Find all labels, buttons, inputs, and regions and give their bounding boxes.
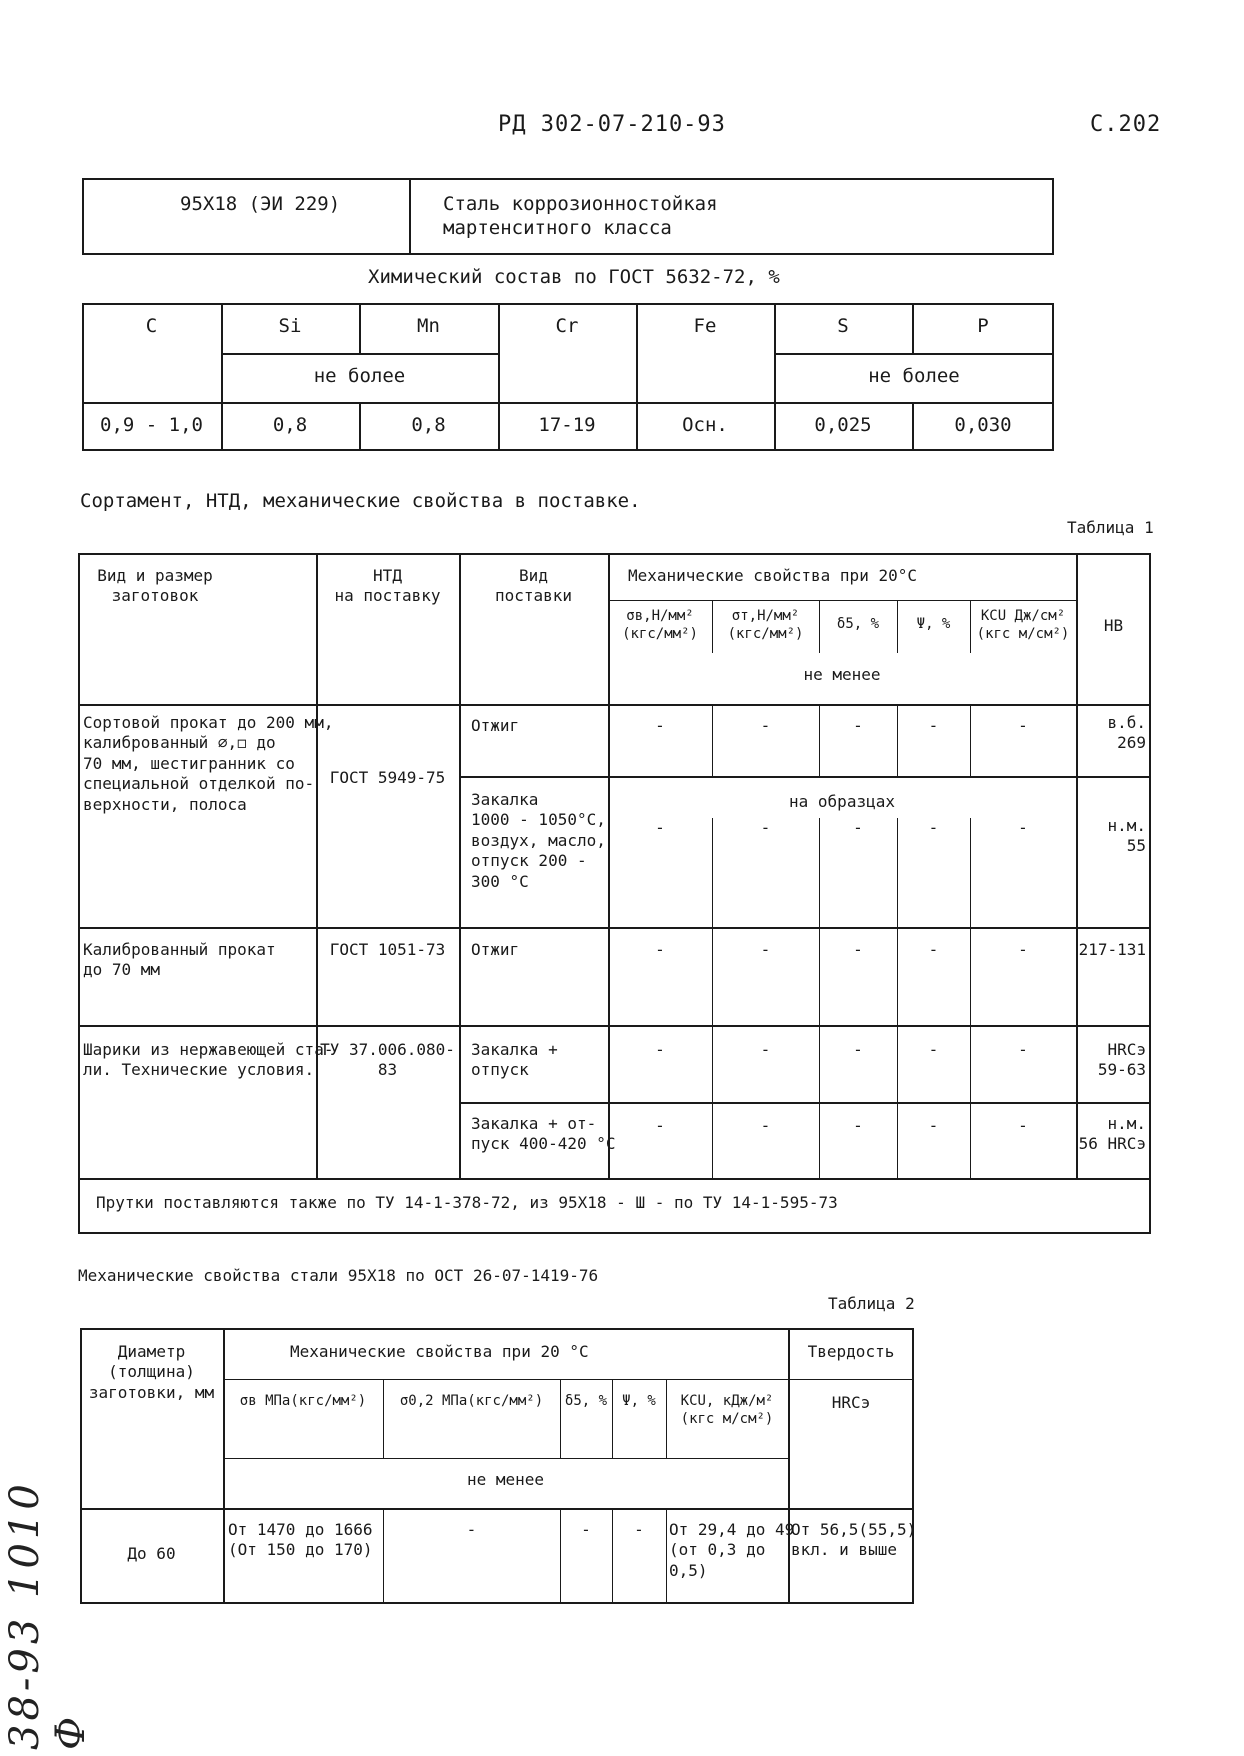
t2-row-diam: До 60 <box>127 1544 176 1563</box>
element-fe: Fe <box>693 315 717 337</box>
t2-min-note: не менее <box>466 1470 545 1489</box>
element-s: S <box>837 315 849 337</box>
t2-header-delta: δ5, % <box>564 1393 608 1409</box>
t1-row1-kcu: - <box>1018 716 1028 735</box>
t1-row1b-sigma-b: - <box>655 818 665 837</box>
t1-row2-sigma-b: - <box>655 940 665 959</box>
t1-samples-note: на образцах <box>789 792 895 811</box>
t1-row1-psi: - <box>928 716 939 735</box>
t1-row2-kcu: - <box>1018 940 1028 959</box>
t2-header-hardness: Твердость <box>807 1342 895 1361</box>
t1-header-size: Вид и размер заготовок <box>97 566 213 606</box>
t1-row1-delta: - <box>853 716 863 735</box>
limit-note-left: не более <box>313 365 406 387</box>
t1-row3b-sigma-b: - <box>655 1116 665 1135</box>
t1-row3-kcu: - <box>1018 1040 1028 1059</box>
t1-row1-size: Сортовой прокат до 200 мм, калиброванный ⌀,◻ до 70 мм, шестигранник со специальной отделкой по- верхности, полоса <box>83 713 334 814</box>
t1-row3b-kcu: - <box>1018 1116 1028 1135</box>
t1-row2-sigma-t: - <box>760 940 771 959</box>
t1-row2-psi: - <box>928 940 939 959</box>
t2-row-sigma-02: - <box>466 1520 477 1539</box>
t1-row3b-hb: н.м. 56 HRCэ <box>1078 1114 1146 1154</box>
t1-row1-sigma-t: - <box>760 716 771 735</box>
value-p: 0,030 <box>954 414 1012 436</box>
t1-footnote: Прутки поставляются также по ТУ 14-1-378-72, из 95Х18 - Ш - по ТУ 14-1-595-73 <box>96 1193 838 1212</box>
t1-row1b-sigma-t: - <box>760 818 771 837</box>
handwritten-margin-stamp: 38-93 1010 Ф <box>2 1480 94 1750</box>
composition-title: Химический состав по ГОСТ 5632-72, % <box>368 266 780 288</box>
t1-row1b-hb: н.м. 55 <box>1107 816 1146 856</box>
t2-row-psi: - <box>634 1520 644 1539</box>
t1-header-ntd: НТД на поставку <box>334 566 441 606</box>
t2-header-hrc: HRCэ <box>831 1393 871 1412</box>
t1-row1-hb: в.б. 269 <box>1107 713 1146 753</box>
t1-row3-hb: HRCэ 59-63 <box>1097 1040 1146 1080</box>
t2-row-kcu: От 29,4 до 49 (от 0,3 до 0,5) <box>669 1520 795 1580</box>
t2-row-sigma-b: От 1470 до 1666 (От 150 до 170) <box>228 1520 373 1560</box>
element-mn: Mn <box>417 315 440 337</box>
t1-row1-delivery-quench: Закалка 1000 - 1050°С, воздух, масло, отпуск 200 - 300 °С <box>471 790 606 891</box>
value-s: 0,025 <box>814 414 872 436</box>
t2-header-kcu: KCU, кДж/м² (кгс м/см²) <box>680 1393 774 1427</box>
t2-row-hrc: От 56,5(55,5) вкл. и выше <box>791 1520 917 1560</box>
t1-row1-ntd: ГОСТ 5949-75 <box>329 768 446 787</box>
t1-header-hb: НВ <box>1103 616 1124 635</box>
t2-header-diam: Диаметр (толщина) заготовки, мм <box>88 1342 215 1402</box>
t1-header-delta: δ5, % <box>836 616 880 632</box>
grade-description: Сталь коррозионностойкая мартенситного класса <box>443 193 718 240</box>
t1-header-delivery: Вид поставки <box>494 566 573 606</box>
t1-row2-size: Калиброванный прокат до 70 мм <box>83 940 276 980</box>
element-si: Si <box>278 315 302 337</box>
t1-row1b-kcu: - <box>1018 818 1028 837</box>
t2-row-delta: - <box>581 1520 591 1539</box>
t1-row3-ntd: ТУ 37.006.080- 83 <box>320 1040 455 1080</box>
page-number: С.202 <box>1090 112 1162 137</box>
table2-label: Таблица 2 <box>828 1294 915 1313</box>
t1-row3-sigma-t: - <box>760 1040 771 1059</box>
t1-row2-delivery: Отжиг <box>471 940 520 959</box>
table1-label: Таблица 1 <box>1067 518 1154 537</box>
value-cr: 17-19 <box>538 414 596 436</box>
grade-name: 95Х18 (ЭИ 229) <box>180 193 341 215</box>
t1-row3-size: Шарики из нержавеющей ста- ли. Технические условия. <box>83 1040 334 1080</box>
element-p: P <box>977 315 989 337</box>
assortment-title: Сортамент, НТД, механические свойства в поставке. <box>80 490 641 512</box>
t1-header-mech: Механические свойства при 20°С <box>628 566 917 585</box>
t2-header-mech: Механические свойства при 20 °С <box>290 1342 589 1361</box>
t1-header-sigma-b: σв,Н/мм² (кгс/мм²) <box>622 608 698 642</box>
t1-row1-delivery-annealing: Отжиг <box>471 716 520 735</box>
t1-row2-delta: - <box>853 940 863 959</box>
t2-header-psi: Ψ, % <box>622 1393 656 1409</box>
value-si: 0,8 <box>272 414 308 436</box>
value-fe: Осн. <box>682 414 728 436</box>
limit-note-right: не более <box>868 365 960 387</box>
t1-header-kcu: KCU Дж/см² (кгс м/см²) <box>976 608 1070 642</box>
value-mn: 0,8 <box>411 414 446 436</box>
t1-header-sigma-t: σт,Н/мм² (кгс/мм²) <box>727 608 804 642</box>
t1-row3-psi: - <box>928 1040 939 1059</box>
t1-header-psi: Ψ, % <box>916 616 951 632</box>
t1-row3b-delivery: Закалка + от- пуск 400-420 °С <box>471 1114 616 1154</box>
t1-row2-ntd: ГОСТ 1051-73 <box>329 940 446 959</box>
t1-row3-delivery-quench: Закалка + отпуск <box>471 1040 558 1080</box>
t2-header-sigma-b: σв МПа(кгс/мм²) <box>239 1393 367 1409</box>
t1-row3b-delta: - <box>853 1116 863 1135</box>
t1-row2-hb: 217-131 <box>1078 940 1146 959</box>
t1-row3-sigma-b: - <box>655 1040 665 1059</box>
t1-row3b-psi: - <box>928 1116 939 1135</box>
t1-min-note: не менее <box>803 665 881 684</box>
t2-header-sigma-02: σ0,2 МПа(кгс/мм²) <box>399 1393 544 1409</box>
t1-row1b-delta: - <box>853 818 863 837</box>
mech-ost-title: Механические свойства стали 95Х18 по ОСТ 26-07-1419-76 <box>78 1266 599 1285</box>
element-cr: Cr <box>555 315 579 337</box>
document-code: РД 302-07-210-93 <box>498 112 726 137</box>
t1-row3-delta: - <box>853 1040 863 1059</box>
t1-row1b-psi: - <box>928 818 939 837</box>
t1-row3b-sigma-t: - <box>760 1116 771 1135</box>
value-c: 0,9 - 1,0 <box>100 414 203 436</box>
t1-row1-sigma-b: - <box>655 716 665 735</box>
element-c: C <box>145 315 158 337</box>
